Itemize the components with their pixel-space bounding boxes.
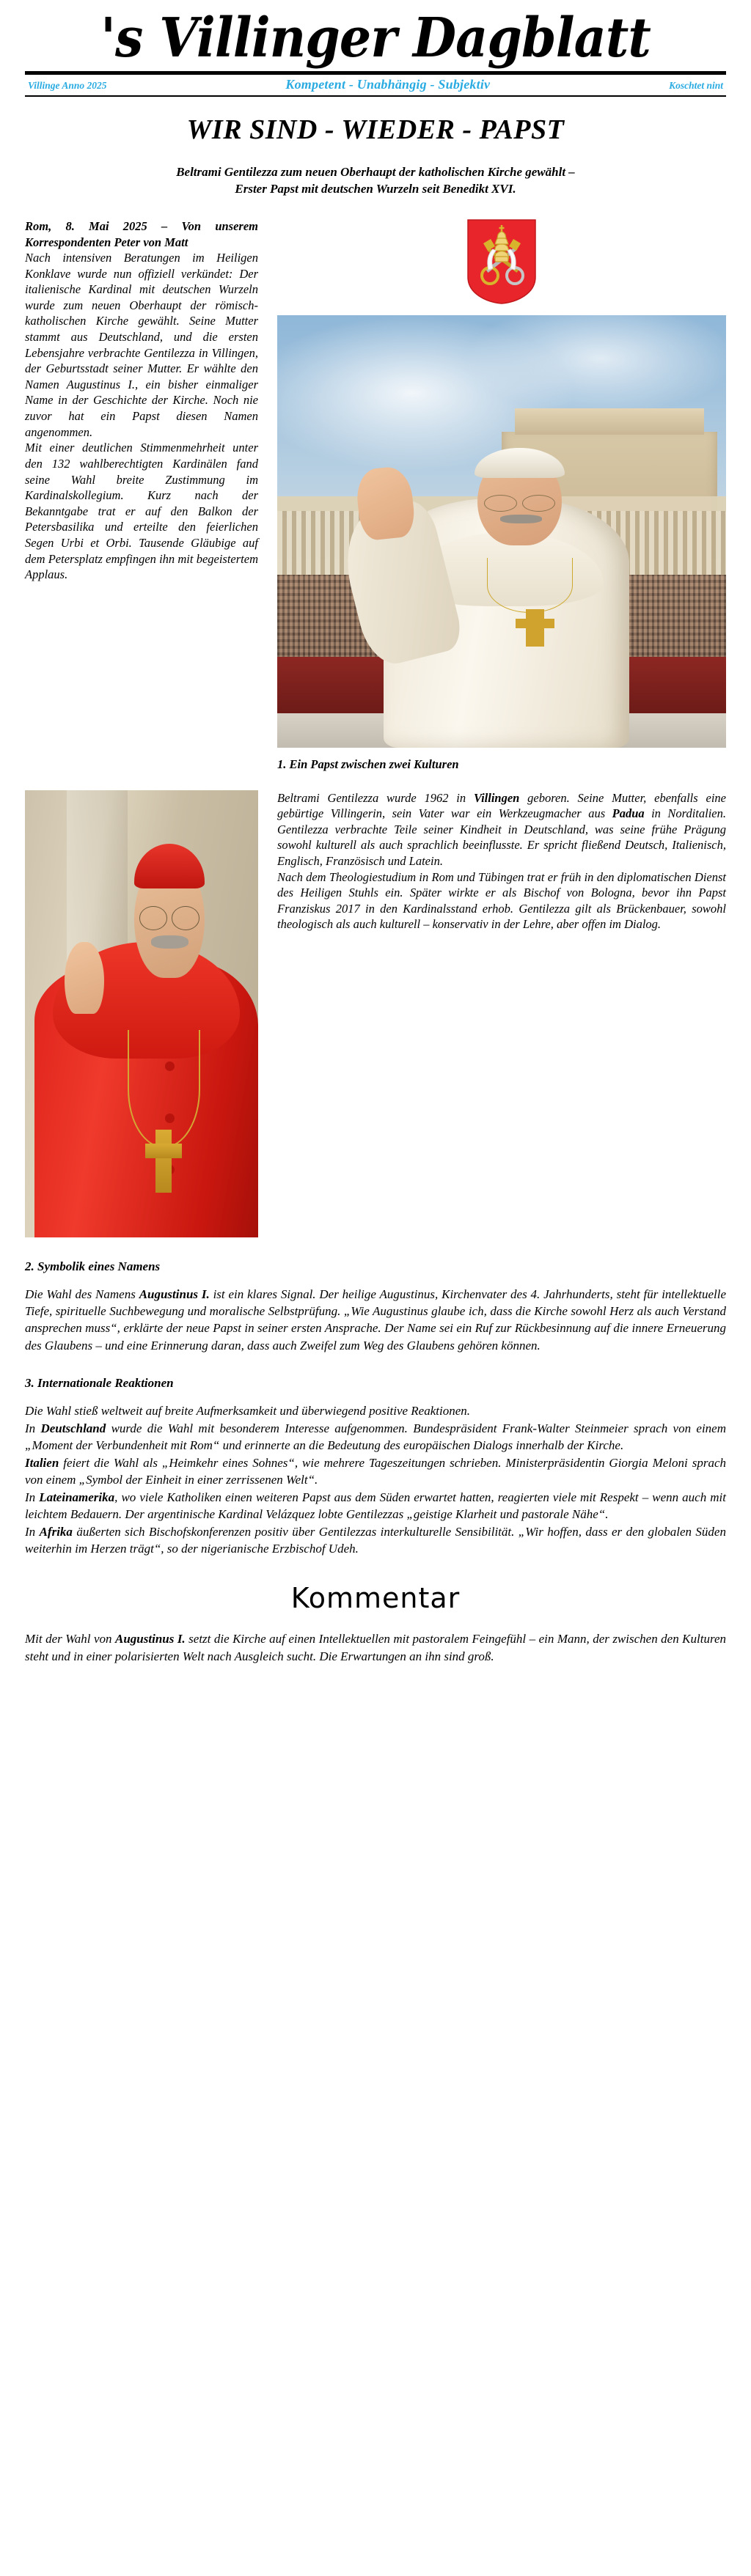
- tagline-right: Koschtet nint: [669, 79, 723, 91]
- kommentar-heading: Kommentar: [290, 1582, 461, 1615]
- photo-caption-1: 1. Ein Papst zwischen zwei Kulturen: [277, 757, 459, 772]
- pope-figure: [358, 411, 681, 748]
- pectoral-cross-icon: [526, 609, 543, 647]
- section-2-paragraph: [25, 1286, 726, 1355]
- cardinal-glasses-icon: [139, 906, 200, 929]
- page-title: WIR SIND - WIEDER - PAPST: [186, 114, 565, 145]
- section-2-heading: 2. Symbolik eines Namens: [25, 1259, 161, 1273]
- masthead: [25, 0, 726, 97]
- newspaper-title: 's Villinger Dagblatt: [100, 7, 651, 70]
- komm-a: Mit der Wahl von: [25, 1632, 116, 1646]
- vatican-coat-of-arms-icon: [464, 218, 540, 305]
- subheadline: Beltrami Gentilezza zum neuen Oberhaupt der katholischen Kirche gewählt – Erster Papst mit deutschen Wurzeln seit Benedikt XVI.: [176, 165, 575, 196]
- sec2-a: Die Wahl des Namens: [25, 1287, 139, 1301]
- kommentar-paragraph: [25, 1630, 726, 1665]
- country-italien: Italien: [25, 1455, 59, 1470]
- pope-zucchetto: [475, 448, 565, 478]
- sec3-p4-a: In: [25, 1490, 40, 1504]
- photo-cardinal-portrait: [25, 790, 258, 1237]
- section-3-paragraph-5: [25, 1523, 726, 1558]
- sec3-p5-a: In: [25, 1524, 40, 1539]
- biography-text-column: [277, 790, 726, 932]
- lead-paragraph-2: Mit einer deutlichen Stimmenmehrheit unter den 132 wahlberechtigten Kardinälen fand seine Wahl breite Zustimmung im Kardinalskollegium. Kurz nach der Bekanntgabe trat er auf den Balkon der Petersbasilika und erteilte den feierlichen Segen Urbi et Orbi. Tausende Gläubige auf dem Petersplatz empfingen ihn mit begeistertem Applaus.: [25, 441, 258, 582]
- cardinal-zucchetto: [134, 844, 204, 888]
- cardinal-figure: [25, 790, 258, 1237]
- bio-place-padua: Padua: [612, 806, 645, 821]
- tagline-center: Kompetent - Unabhängig - Subjektiv: [285, 76, 491, 92]
- tagline-left: Villinge Anno 2025: [28, 79, 107, 91]
- headline-block: [25, 115, 726, 198]
- photo-pope-balcony: [277, 315, 726, 748]
- bio-place-villingen: Villingen: [473, 790, 520, 805]
- biography-section: [25, 790, 726, 1237]
- sec3-p3-b: feiert die Wahl als „Heimkehr eines Sohnes“, wie mehrere Tageszeitungen schrieben. Ministerpräsidentin Giorgia Meloni sprach von einem „Symbol der Einheit in einer zerrissenen Welt“.: [25, 1455, 726, 1487]
- section-3-paragraph-4: [25, 1489, 726, 1523]
- pope-waving-hand: [354, 465, 417, 542]
- pope-glasses-icon: [484, 495, 555, 510]
- section-3-paragraph-3: [25, 1454, 726, 1489]
- pope-mustache: [500, 515, 542, 523]
- lead-media-column: [277, 218, 726, 772]
- byline: Rom, 8. Mai 2025 – Von unserem Korrespondenten Peter von Matt: [25, 219, 258, 249]
- papal-name-augustinus: Augustinus I.: [139, 1287, 210, 1301]
- sec2-c: ist ein klares Signal. Der heilige Augustinus, Kirchenvater des 4. Jahrhunderts, steht für intellektuelle Tiefe, spirituelle Suchbewegung und moralische Selbstprüfung. „Wie Augustinus glaube ich, dass die Kirche sowohl Herz als auch Verstand ansprechen muss“, erklärte der neue Papst in seiner ersten Ansprache. Der Name sei ein Ruf zur Rückbesinnung auf die innere Erneuerung des Glaubens – und eine Erinnerung daran, dass auch Zweifel zum Weg des Glaubens gehören können.: [25, 1287, 726, 1353]
- bio-paragraph-2: Nach dem Theologiestudium in Rom und Tübingen trat er früh in den diplomatischen Dienst des Heiligen Stuhls ein. Später wirkte er als Bischof von Bologna, bevor ihn Papst Franziskus 2017 in den Kardinalsstand erhob. Gentilezza gilt als Brückenbauer, sowohl theologisch als auch kulturell – konservativ in der Lehre, aber offen im Dialog.: [277, 869, 726, 932]
- komm-c: setzt die Kirche auf einen Intellektuellen mit pastoralem Feingefühl – ein Mann, der zwischen den Kulturen steht und in einer polarisierten Welt nach Ausgleich sucht. Die Erwartungen an ihn sind groß.: [25, 1632, 726, 1663]
- lead-paragraph-1: Nach intensiven Beratungen im Heiligen Konklave wurde nun offiziell verkündet: Der italienische Kardinal mit deutschen Wurzeln wurde zum neuen Oberhaupt der römisch-katholischen Kirche gewählt. Seine Mutter stammt aus Deutschland, und die ersten Lebensjahre verbrachte Gentilezza in Villingen, der Geburtsstadt seiner Mutter. Er wählte den Namen Augustinus I., ein bisher einmaliger Name in der Geschichte der Kirche. Noch nie zuvor hat ein Papst diesen Namen angenommen.: [25, 250, 258, 439]
- region-lateinamerika: Lateinamerika: [39, 1490, 115, 1504]
- lead-text-column: [25, 218, 258, 583]
- bio-paragraph-1: [277, 790, 726, 869]
- cardinal-pectoral-cross-icon: [155, 1130, 172, 1192]
- cardinal-mustache: [151, 935, 188, 949]
- lead-section: [25, 218, 726, 772]
- country-deutschland: Deutschland: [40, 1421, 106, 1435]
- coat-of-arms-wrapper: [277, 218, 726, 305]
- komm-papal-name: Augustinus I.: [115, 1632, 186, 1646]
- bio-p1-a: Beltrami Gentilezza wurde 1962 in: [277, 790, 474, 805]
- section-3-paragraph-2: [25, 1420, 726, 1454]
- sec3-p2-a: In: [25, 1421, 41, 1435]
- cardinal-blessing-hand: [65, 942, 104, 1014]
- sec3-p4-c: , wo viele Katholiken einen weiteren Papst aus dem Süden erwartet hatten, reagierten viele mit Respekt – wenn auch mit leichtem Bedauern. Der argentinische Kardinal Velázquez lobte Gentilezzas „geistige Klarheit und pastorale Nähe“.: [25, 1490, 726, 1522]
- sec3-p2-c: wurde die Wahl mit besonderem Interesse aufgenommen. Bundespräsident Frank-Walter Steinmeier sprach von einem „Moment der Verbundenheit mit Rom“ und erinnerte an die Bedeutung des europäischen Dialogs innerhalb der Kirche.: [25, 1421, 726, 1453]
- sec3-p5-c: äußerten sich Bischofskonferenzen positiv über Gentilezzas interkulturelle Sensibilität. „Wir hoffen, dass er den globalen Süden weiterhin im Herzen trägt“, so der nigerianische Erzbischof Udeh.: [25, 1524, 726, 1556]
- region-afrika: Afrika: [39, 1524, 73, 1539]
- bio-p1-c: geboren. Seine Mutter, ebenfalls eine gebürtige Villingerin, sein Vater war ein Werkzeugmacher aus: [277, 790, 726, 821]
- section-3-heading: 3. Internationale Reaktionen: [25, 1376, 174, 1391]
- tagline-bar: [25, 73, 726, 97]
- pope-chain: [487, 558, 573, 613]
- bio-p1-e: in Norditalien. Gentilezza verbrachte Teile seiner Kindheit in Deutschland, was seine frühe Prägung sowohl kulturell als auch sprachlich beeinflusste. Er spricht fließend Deutsch, Italienisch, Englisch, Französisch und Latein.: [277, 806, 727, 868]
- section-3-paragraph-1: Die Wahl stieß weltweit auf breite Aufmerksamkeit und überwiegend positive Reaktionen.: [25, 1404, 471, 1418]
